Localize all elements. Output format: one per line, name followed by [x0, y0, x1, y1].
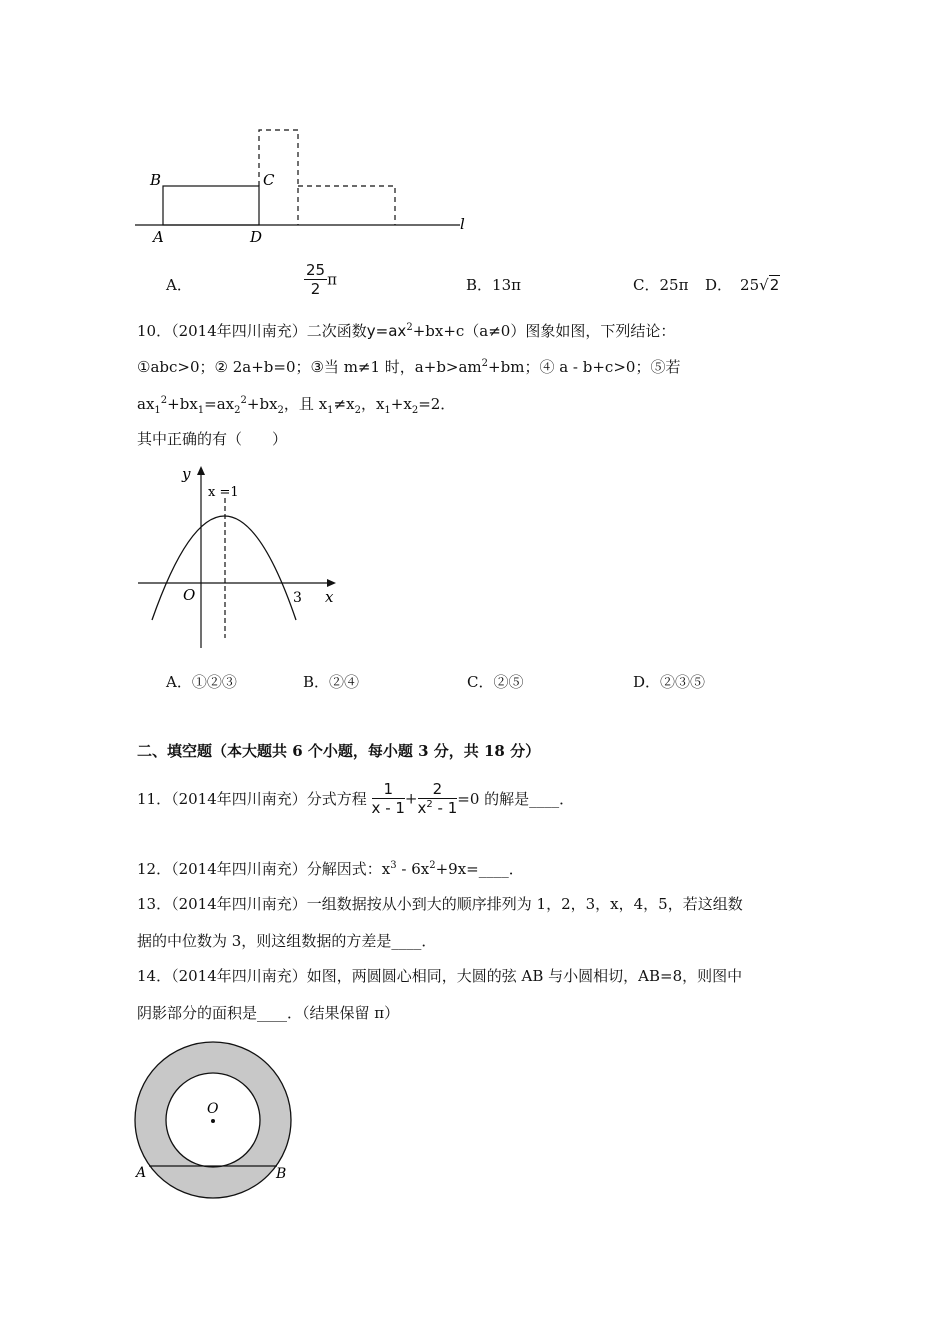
- q10-line-2: [137, 356, 680, 377]
- q11-plus: +: [404, 789, 418, 808]
- q9-option-c: C．25π: [633, 276, 689, 294]
- q9-option-d: [705, 274, 780, 295]
- graph-three-label: 3: [293, 590, 302, 606]
- label-l: l: [460, 215, 465, 233]
- concentric-circles-figure: [130, 1040, 300, 1200]
- q10-l3-exp-1: 2: [160, 395, 168, 406]
- q10-l3-sub-3: 2: [234, 405, 241, 416]
- q9-option-a-label: A．: [166, 276, 192, 294]
- q11-f2-den: [418, 799, 458, 817]
- q10-line-4: 其中正确的有（ ）: [137, 430, 288, 448]
- q10-l3-i: =2．: [418, 395, 456, 413]
- q9-option-a-pi: π: [327, 270, 337, 289]
- q10-l3-sub-2: 1: [197, 405, 205, 416]
- q10-l3-sub-5: 1: [327, 405, 334, 416]
- q9-option-d-label: D．: [705, 276, 733, 294]
- q10-line-1: [137, 320, 675, 341]
- q10-exp: 2: [406, 322, 413, 333]
- q11-line: [137, 780, 574, 817]
- q9-option-b: B．13π: [466, 276, 521, 294]
- q10-l3-h: +x: [390, 395, 412, 413]
- q10-line2-a: ①abc>0；② 2a+b=0；③当 m≠1 时，a+b>am: [137, 358, 482, 376]
- graph-origin-label: O: [183, 586, 196, 604]
- q10-line2-b: +bm；④ a - b+c>0；⑤若: [488, 358, 681, 376]
- parabola-curve: [152, 516, 296, 620]
- q10-source: （2014年四川南充）: [171, 322, 307, 340]
- q11-f2-den-exp: 2: [426, 799, 433, 810]
- q11-f1-num: 1: [372, 780, 405, 799]
- graph-x-label: x: [325, 588, 334, 606]
- point-label-b: B: [276, 1166, 287, 1182]
- section-2-heading: 二、填空题（本大题共 6 个小题，每小题 3 分，共 18 分）: [137, 742, 541, 760]
- q10-l3-sub-1: 1: [154, 405, 161, 416]
- q9-option-d-radicand: 2: [769, 276, 780, 294]
- q10-l3-b: +bx: [167, 395, 198, 413]
- q10-option-a: A．①②③: [166, 673, 237, 691]
- q9-option-a-value: [304, 261, 337, 298]
- rectangle-roll-figure: [130, 125, 480, 255]
- q11-f2-num: 2: [418, 780, 458, 799]
- sqrt-sign: √: [759, 276, 769, 294]
- center-point: [211, 1119, 215, 1123]
- graph-y-label: y: [182, 465, 191, 483]
- q10-l3-exp-2: 2: [240, 395, 247, 406]
- q11-f2-den-b: - 1: [432, 799, 458, 817]
- rectangle-abcd: [163, 186, 259, 225]
- q10-stem-a: 二次函数: [306, 322, 367, 340]
- q12-exp-3: 3: [390, 860, 397, 871]
- graph-axis-line-label: x =1: [208, 485, 239, 500]
- q12-a: 12．（2014年四川南充）分解因式：x: [137, 860, 391, 878]
- label-c: C: [263, 171, 275, 189]
- q14-line-1: 14．（2014年四川南充）如图，两圆圆心相同，大圆的弦 AB 与小圆相切，AB=8，则图中: [137, 967, 743, 985]
- q10-l3-sub-7: 1: [384, 405, 391, 416]
- q10-stem-b: y=ax: [366, 322, 407, 340]
- q10-l3-sub-4: 2: [277, 405, 284, 416]
- q10-l3-e: ，且 x: [283, 395, 328, 413]
- label-b: B: [150, 171, 162, 189]
- q11-f2-den-x: x: [417, 799, 427, 817]
- q10-l3-sub-6: 2: [354, 405, 361, 416]
- q9-option-a: [166, 274, 192, 295]
- dashed-rotated-rect-2: [298, 186, 395, 225]
- q13-line-2: 据的中位数为 3，则这组数据的方差是____．: [137, 932, 437, 950]
- q10-l3-g: ，x: [360, 395, 385, 413]
- q10-line2-exp: 2: [481, 358, 489, 369]
- q12-b: - 6x: [396, 860, 430, 878]
- q10-option-d: D．②③⑤: [633, 673, 706, 691]
- q10-l3-f: ≠x: [333, 395, 355, 413]
- q12-c: +9x=____．: [435, 860, 524, 878]
- q10-l3-a: ax: [137, 395, 155, 413]
- q9-option-a-denominator: 2: [310, 280, 321, 298]
- center-label-o: O: [207, 1101, 219, 1117]
- q10-option-c: C．②⑤: [467, 673, 524, 691]
- parabola-graph: [130, 462, 350, 652]
- q10-l3-c: =ax: [204, 395, 235, 413]
- q11-suffix: =0 的解是____．: [457, 790, 575, 808]
- point-label-a: A: [136, 1165, 147, 1181]
- q10-option-b: B．②④: [303, 673, 360, 691]
- q11-fraction-2: [418, 780, 458, 817]
- q11-prefix: 11．（2014年四川南充）分式方程: [137, 790, 367, 808]
- q12-line: [137, 858, 524, 879]
- q9-option-a-numerator: 25: [306, 261, 326, 279]
- q11-f1-den: x - 1: [371, 799, 405, 817]
- q10-l3-d: +bx: [246, 395, 278, 413]
- y-axis-arrow: [197, 466, 205, 475]
- q10-line-3: [137, 393, 455, 414]
- q9-option-d-coef: 25: [740, 276, 760, 294]
- q10-l3-sub-8: 2: [411, 405, 419, 416]
- q13-line-1: 13．（2014年四川南充）一组数据按从小到大的顺序排列为 1，2，3，x，4，5，若这组数: [137, 895, 743, 913]
- q12-exp-2: 2: [429, 860, 436, 871]
- x-axis-arrow: [327, 579, 336, 587]
- label-a: A: [153, 228, 164, 246]
- q11-fraction-1: [372, 780, 405, 817]
- q9-option-a-fraction: [304, 261, 327, 298]
- q10-stem-c: +bx+c（a≠0）图象如图，下列结论：: [412, 322, 676, 340]
- q14-line-2: 阴影部分的面积是____．（结果保留 π）: [137, 1004, 400, 1022]
- label-d: D: [250, 228, 263, 246]
- q10-number: 10．: [137, 322, 172, 340]
